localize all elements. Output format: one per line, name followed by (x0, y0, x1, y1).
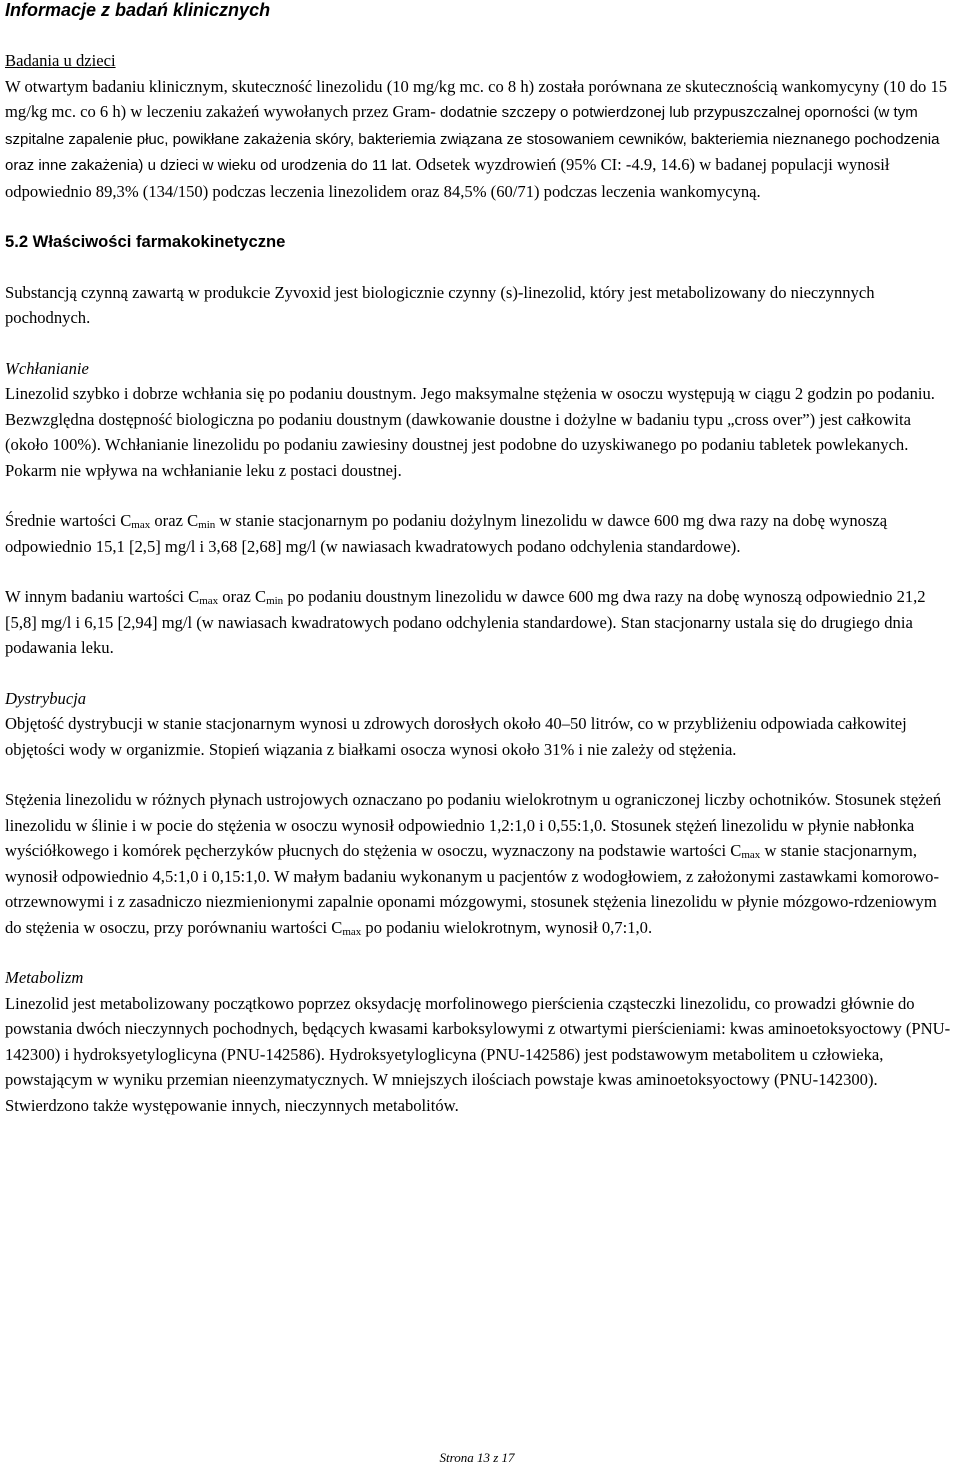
absorption-paragraph-2 (5, 508, 955, 559)
pediatric-text-1: W otwartym badaniu klinicznym, skuteczność linezolidu (10 mg/kg mc. co 8 h) została porównana ze skutecznością wankomycyny (10 do 15 mg/kg mc. co 6 h) w leczeniu zakażeń wywołanych przez Gram- (5, 76, 948, 121)
dist-p2-sub-max-1: max (741, 849, 761, 861)
metabolism-paragraph: Linezolid jest metabolizowany początkowo poprzez oksydację morfolinowego pierścienia cząsteczki linezolidu, co prowadzi głównie do powstania dwóch nieczynnych pochodnych, będących kwasami karboksylowymi z otwartymi pierścieniami: kwas aminoetoksyoctowy (PNU-142300) i hydroksyetyloglicyna (PNU-142586). Hydroksyetyloglicyna (PNU-142586) jest podstawowym metabolitem u człowieka, powstającym w wyniku przemian nieenzymatycznych. W mniejszych ilościach powstaje kwas aminoetoksyoctowy (PNU-142300). Stwierdzono także występowanie innych, nieczynnych metabolitów. (5, 993, 951, 1115)
dist-p2-sub-max-2: max (342, 925, 362, 938)
section-title-5-2: 5.2 Właściwości farmakokinetyczne (5, 232, 286, 251)
pediatric-paragraph (5, 74, 955, 205)
metabolism-heading: Metabolizm (5, 968, 84, 987)
abs-p3-b: oraz C (218, 587, 267, 606)
absorption-paragraph-3 (5, 584, 955, 661)
abs-p3-sub-min: min (266, 595, 284, 607)
document-page (5, 0, 955, 1118)
pediatric-heading: Badania u dzieci (5, 51, 116, 70)
abs-p2-b: oraz C (150, 511, 199, 530)
dist-p2-b: w stanie stacjonarnym, wynosił odpowiednio 4,5:1,0 i 0,15:1,0. W małym badaniu wykonanym u pacjentów z wodogłowiem, z założonymi zastawkami komorowo-otrzewnowymi i z zasadniczo niezmienionymi zapalnie oponami mózgowymi, stosunek stężenia linezolidu w płynie mózgowo-rdzeniowym do stężenia w osoczu, przy porównaniu wartości C (5, 841, 940, 937)
abs-p2-sub-min: min (198, 519, 216, 531)
page-footer (0, 1450, 960, 1466)
absorption-heading: Wchłanianie (5, 358, 89, 378)
section-intro: Substancją czynną zawartą w produkcie Zyvoxid jest biologicznie czynny (s)-linezolid, który jest metabolizowany do nieczynnych pochodnych. (5, 282, 875, 327)
page-heading: Informacje z badań klinicznych (5, 0, 271, 20)
distribution-paragraph-2 (5, 787, 955, 940)
distribution-paragraph-1: Objętość dystrybucji w stanie stacjonarnym wynosi u zdrowych dorosłych około 40–50 litrów, co w przybliżeniu odpowiada całkowitej objętości wody w organizmie. Stopień wiązania z białkami osocza wynosi około 31% i nie zależy od stężenia. (5, 714, 907, 759)
abs-p2-sub-max: max (131, 519, 151, 531)
absorption-paragraph-1: Linezolid szybko i dobrze wchłania się po podaniu doustnym. Jego maksymalne stężenia w osoczu występują w ciągu 2 godzin po podaniu. Bezwzględna dostępność biologiczna po podaniu doustnym (dawkowanie doustne i dożylne w badaniu typu „cross over”) jest całkowita (około 100%). Wchłanianie linezolidu po podaniu zawiesiny doustnej jest podobne do uzyskiwanego po podaniu tabletek powlekanych. Pokarm nie wpływa na wchłanianie leku z postaci doustnej. (5, 384, 935, 480)
pediatric-text-2: dodatnie szczepy o potwierdzonej lub przypuszczalnej oporności (w tym szpitalne zapalenie płuc, powikłane zakażenia skóry, bakteriemia związana ze stosowaniem cewników, bakteriemia nieznanego pochodzenia oraz inne zakażenia) u dzieci w wieku od urodzenia do 11 lat. (5, 104, 940, 174)
dist-p2-a: Stężenia linezolidu w różnych płynach ustrojowych oznaczano po podaniu wielokrotnym u ograniczonej liczby ochotników. Stosunek stężeń linezolidu w ślinie i w pocie do stężenia w osoczu wynosił odpowiednio 1,2:1,0 i 0,55:1,0. Stosunek stężeń linezolidu w płynie nabłonka wyściółkowego i komórek pęcherzyków płucnych do stężenia w osoczu, wyznaczony na podstawie wartości C (5, 790, 942, 860)
dist-p2-c: po podaniu wielokrotnym, wynosił 0,7:1,0. (361, 917, 653, 937)
abs-p2-c: w stanie stacjonarnym po podaniu dożylnym linezolidu w dawce 600 mg dwa razy na dobę wynoszą odpowiednio 15,1 [2,5] mg/l i 3,68 [2,68] mg/l (w nawiasach kwadratowych podano odchylenia standardowe). (5, 511, 888, 556)
distribution-heading: Dystrybucja (5, 688, 87, 708)
abs-p3-sub-max: max (199, 595, 219, 607)
page-number: Strona 13 z 17 (439, 1450, 515, 1465)
abs-p3-a: W innym badaniu wartości C (5, 587, 200, 606)
abs-p3-c: po podaniu doustnym linezolidu w dawce 600 mg dwa razy na dobę wynoszą odpowiednio 21,2 [5,8] mg/l i 6,15 [2,94] mg/l (w nawiasach kwadratowych podano odchylenia standardowe). Stan stacjonarny ustala się do drugiego dnia podawania leku. (5, 587, 926, 657)
abs-p2-a: Średnie wartości C (5, 511, 132, 530)
pediatric-text-3: Odsetek wyzdrowień (95% CI: -4.9, 14.6) w badanej populacji wynosił odpowiednio 89,3% (134/150) podczas leczenia linezolidem oraz 84,5% (60/71) podczas leczenia wankomycyną. (5, 155, 890, 201)
